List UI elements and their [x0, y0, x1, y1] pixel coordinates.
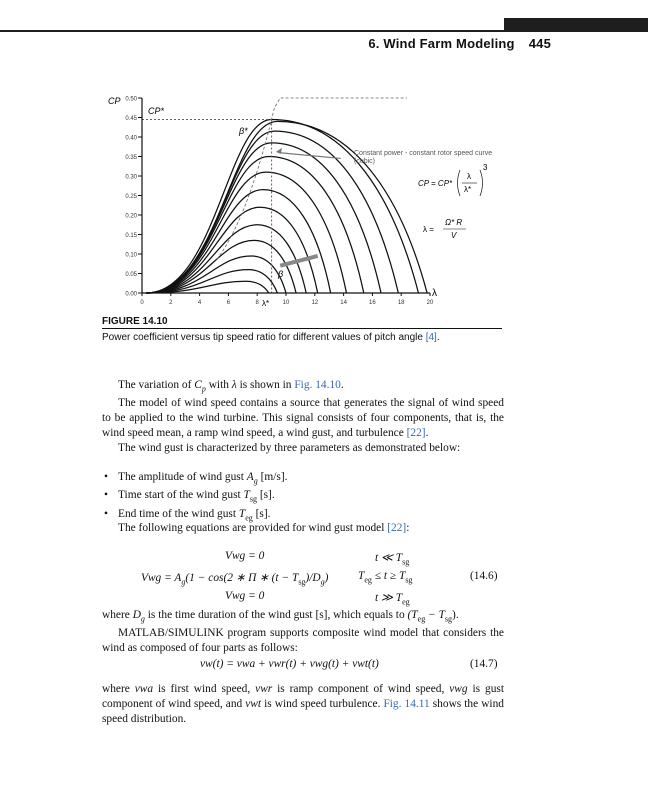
y-tick-label: 0.15 — [125, 233, 137, 239]
beta-arrow — [280, 256, 317, 266]
y-tick-label: 0.50 — [125, 96, 137, 103]
paragraph-4-block — [102, 521, 504, 536]
page-number: 445 — [528, 36, 551, 51]
paragraph-1: The variation of $C_p$ with λ is shown in Fig. 14.10. — [118, 379, 344, 394]
annotation-box — [354, 150, 504, 174]
paragraph-2: The model of wind speed contains a source that generates the signal of wind speed to be applied to the wind turbine. This signal consists of four components, that is, the wind speed mean, a ramp wind speed, a wind gust, and turbulence [22]. — [102, 397, 504, 440]
paragraph-5: where $D_g$ is the time duration of the wind gust [s], which equals to $(T_{eg} - T_{sg})$. — [102, 609, 459, 624]
list-item: • Time start of the wind gust $T_{sg}$ [s]. — [102, 488, 504, 506]
beta-star-label: β* — [239, 126, 248, 136]
y-tick-label: 0.10 — [125, 252, 137, 259]
paragraph-7-block — [102, 682, 504, 727]
y-tick-label: 0.00 — [125, 291, 137, 298]
running-head — [368, 36, 551, 51]
x-axis-label: λ — [432, 288, 437, 299]
cp-star-label: CP* — [148, 106, 165, 116]
paragraph-6: MATLAB/SIMULINK program supports composite wind model that considers the wind as composed of four parts as follows: — [102, 627, 504, 655]
y-axis-label: CP — [108, 96, 121, 106]
y-tick-label: 0.40 — [125, 135, 137, 142]
eq-14-6-line-2: Vwg = $A_g(1 - \cos(2$ ∗ Π ∗ $(t - T_{sg})/D_g$) — [141, 572, 329, 587]
cp-lambda-chart — [100, 88, 510, 313]
y-tick-label: 0.35 — [125, 155, 137, 161]
eq-14-7: vw(t) = vwa + vwr(t) + vwg(t) + vwt(t) — [200, 658, 379, 670]
pitch-curve-β4 — [146, 143, 381, 293]
paragraph-4: The following equations are provided for wind gust model [22]: — [118, 522, 410, 534]
constant-power-annotation: Constant power - constant rotor speed curve (cubic) — [354, 150, 493, 165]
list-item: • The amplitude of wind gust $A_g$ [m/s]. — [102, 470, 504, 488]
x-tick-label: 18 — [397, 300, 405, 306]
fig-14-10-link[interactable]: Fig. 14.10 — [294, 379, 341, 391]
x-tick-label: 8 — [255, 300, 259, 306]
lambda-star-label: λ* — [262, 299, 270, 308]
eq-14-7-number: (14.7) — [470, 658, 498, 670]
annotation-arrowhead — [276, 148, 282, 154]
lambda-formula-den: V — [451, 231, 457, 240]
eq-14-6-cond-2: $T_{eg} \le t \ge T_{sg}$ — [358, 570, 413, 585]
eq-14-6-number: (14.6) — [470, 570, 498, 582]
beta-label: β — [278, 269, 284, 279]
fig-14-11-link[interactable]: Fig. 14.11 — [383, 698, 430, 710]
chart-curves — [142, 98, 427, 293]
paragraph-7: where vwa is first wind speed, vwr is ramp component of wind speed, vwg is gust component of wind speed, and vwt is wind speed turbulence. Fig. 14.11 shows the wind speed distribution. — [102, 683, 505, 725]
pitch-curve-β6 — [146, 172, 346, 293]
caption-ref-link[interactable]: [4] — [425, 332, 437, 343]
y-tick-label: 0.30 — [125, 174, 137, 181]
x-tick-label: 12 — [311, 300, 319, 306]
x-tick-label: 16 — [369, 300, 376, 306]
eq-14-6-cond-3: t ≫ $T_{eg}$ — [375, 592, 410, 607]
y-tick-label: 0.20 — [125, 213, 137, 220]
eq-14-6-line-3: Vwg = 0 — [225, 590, 265, 602]
y-tick-label: 0.05 — [125, 272, 137, 278]
paragraphs-block-2 — [102, 608, 504, 656]
x-tick-label: 6 — [226, 300, 231, 306]
header-rule — [0, 30, 648, 32]
ref-22-link-2[interactable]: [22] — [387, 522, 407, 534]
y-tick-label: 0.45 — [125, 116, 137, 122]
x-tick-label: 2 — [169, 300, 173, 306]
chapter-title: 6. Wind Farm Modeling — [368, 36, 515, 51]
figure-label: FIGURE 14.10 — [102, 316, 168, 327]
cp-formula-lhs: CP = CP* — [418, 179, 453, 188]
y-tick-label: 0.25 — [125, 194, 137, 200]
list-item: • End time of the wind gust $T_{eg}$ [s]. — [102, 507, 504, 525]
x-tick-label: 0 — [140, 300, 144, 306]
cp-formula-den: λ* — [464, 185, 472, 194]
cp-formula-exp: 3 — [483, 163, 488, 172]
figure-caption: Power coefficient versus tip speed ratio for different values of pitch angle [4]. — [102, 332, 440, 343]
eq-14-6-line-1: Vwg = 0 — [225, 550, 265, 562]
cubic-power-curve — [217, 98, 407, 260]
eq-14-6-cond-1: t ≪ $T_{sg}$ — [375, 552, 410, 567]
x-tick-label: 14 — [340, 300, 347, 306]
ref-22-link[interactable]: [22] — [406, 427, 426, 440]
pitch-curve-β7 — [146, 190, 330, 293]
lambda-formula-num: Ω* R — [445, 218, 463, 227]
x-tick-label: 10 — [282, 300, 290, 306]
paragraphs-block-1 — [102, 378, 504, 456]
gust-parameter-list — [102, 470, 504, 525]
figure-caption-rule — [102, 328, 502, 329]
paragraph-3: The wind gust is characterized by three parameters as demonstrated below: — [118, 442, 461, 455]
x-tick-label: 20 — [426, 300, 434, 306]
x-tick-label: 4 — [197, 300, 202, 306]
lambda-formula-lhs: λ = — [423, 225, 434, 234]
cp-formula-num: λ — [467, 172, 471, 181]
annotation-arrow — [279, 153, 341, 159]
